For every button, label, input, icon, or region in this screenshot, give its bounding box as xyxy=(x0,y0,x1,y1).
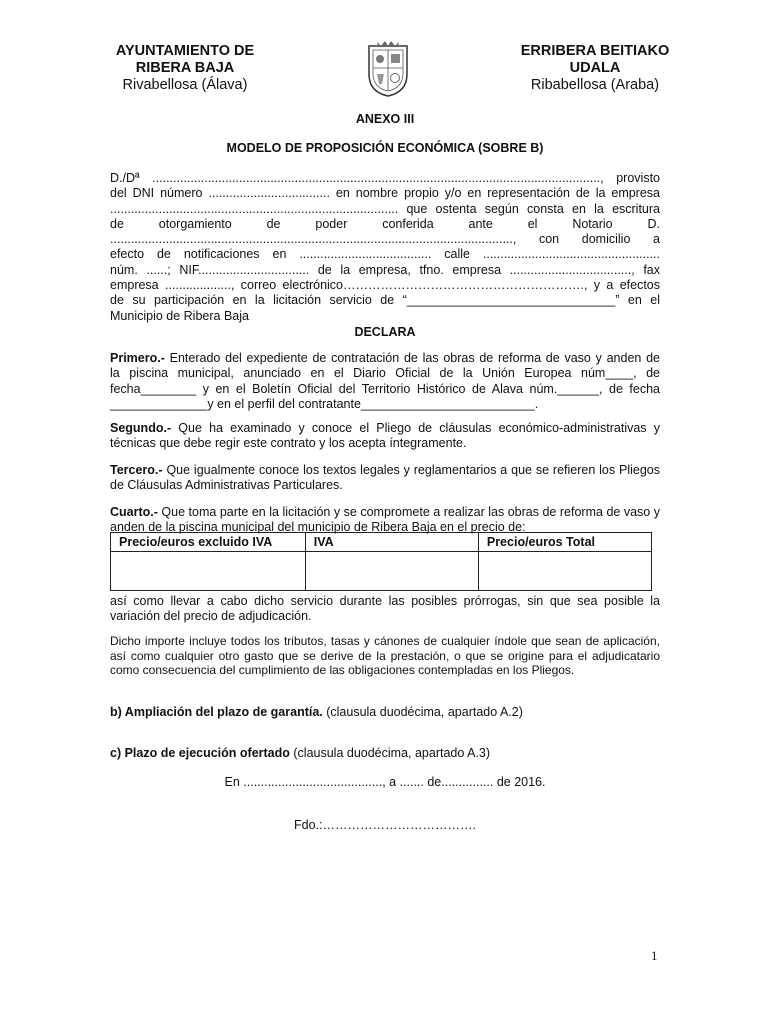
header-left xyxy=(90,43,280,94)
section-c-label: c) Plazo de ejecución ofertado xyxy=(110,746,290,760)
importe-paragraph: Dicho importe incluye todos los tributos, tasas y cánones de cualquier índole que sean de aplicación, así como cualquier otro gasto que se derive de la prestación, o que se origine para el adjudicatario como consecuencia del cumplimiento de las obligaciones contempladas en los Pliegos. xyxy=(110,634,660,678)
intro-line: efecto de notificaciones en ...................................... calle ................................................... xyxy=(110,247,660,262)
primero-line: fecha________ y en el Boletín Oficial del Territorio Histórico de Alava núm.______, de fecha xyxy=(110,381,660,396)
price-total-cell[interactable] xyxy=(478,552,651,591)
price-table-input-row xyxy=(111,552,652,591)
header-left-line2: RIBERA BAJA xyxy=(135,60,235,76)
price-table-header-row xyxy=(111,533,652,552)
intro-line: empresa ..................., correo electrónico…………………………………………………., y a efectos xyxy=(110,278,660,293)
price-total-header: Precio/euros Total xyxy=(478,533,651,552)
header-right-line1: ERRIBERA BEITIAKO xyxy=(520,43,670,59)
header-right-line3: Ribabellosa (Araba) xyxy=(530,77,660,93)
tercero-text: Que igualmente conoce los textos legales y reglamentarios a que se refieren los Pliegos de Cláusulas Administrativas Particulares. xyxy=(110,463,660,493)
tercero-paragraph xyxy=(110,463,660,494)
page-number: 1 xyxy=(651,948,658,963)
intro-paragraph xyxy=(110,171,660,324)
intro-line: del DNI número ................................... en nombre propio y/o en representación de la empresa xyxy=(110,186,660,201)
intro-line: de su participación en la licitación servicio de “______________________________” en el xyxy=(110,293,660,308)
declara-heading: DECLARA xyxy=(354,325,416,339)
coat-of-arms-icon xyxy=(365,40,411,98)
section-b-text: (clausula duodécima, apartado A.2) xyxy=(322,705,523,719)
intro-line: Municipio de Ribera Baja xyxy=(110,308,249,323)
price-table xyxy=(110,532,652,591)
section-b xyxy=(110,705,660,720)
header-left-line1: AYUNTAMIENTO DE xyxy=(115,43,255,59)
intro-line: ................................................................................... que ostenta según consta en la escritura xyxy=(110,201,660,216)
primero-label: Primero.- xyxy=(110,351,165,365)
after-table-paragraph: así como llevar a cabo dicho servicio durante las posibles prórrogas, sin que sea posible la variación del precio de adjudicación. xyxy=(110,594,660,624)
section-c xyxy=(110,746,660,761)
cuarto-label: Cuarto.- xyxy=(110,505,158,519)
segundo-label: Segundo.- xyxy=(110,421,172,435)
price-excl-vat-cell[interactable] xyxy=(111,552,306,591)
cuarto-text: Que toma parte en la licitación y se compromete a realizar las obras de reforma de vaso y anden de la piscina municipal del municipio de Ribera Baja en el precio de: xyxy=(110,505,660,535)
intro-line: de otorgamiento de poder conferida ante el Notario D. xyxy=(110,216,660,231)
intro-line: ...................................................................................................................., con domicilio a xyxy=(110,232,660,247)
date-line: En ........................................, a ....... de............... de 2016. xyxy=(224,775,546,789)
cuarto-paragraph xyxy=(110,505,660,536)
intro-line: núm. ......; NIF................................ de la empresa, tfno. empresa ..................................., fax xyxy=(110,262,660,277)
primero-line: ______________y en el perfil del contratante_________________________. xyxy=(110,396,539,411)
primero-line: Enterado del expediente de contratación de las obras de reforma de vaso y anden de xyxy=(164,351,660,365)
header-right-line2: UDALA xyxy=(569,60,621,76)
primero-paragraph xyxy=(110,351,660,412)
signature-line: Fdo.:………………………………. xyxy=(294,818,476,832)
section-c-text: (clausula duodécima, apartado A.3) xyxy=(289,746,491,760)
intro-line: D./Dª ................................................................................................................................., provisto xyxy=(110,171,660,185)
price-excl-vat-header: Precio/euros excluido IVA xyxy=(111,533,306,552)
document-title: MODELO DE PROPOSICIÓN ECONÓMICA (SOBRE B) xyxy=(226,141,544,155)
tercero-label: Tercero.- xyxy=(110,463,163,477)
segundo-text: Que ha examinado y conoce el Pliego de cláusulas económico-administrativas y técnicas que debe regir este contrato y los acepta íntegramente. xyxy=(110,421,660,451)
segundo-paragraph xyxy=(110,421,660,452)
primero-line: la piscina municipal, anunciado en el Diario Oficial de la Unión Europea núm____, de xyxy=(110,366,660,381)
header-left-line3: Rivabellosa (Álava) xyxy=(122,77,248,93)
vat-cell[interactable] xyxy=(305,552,478,591)
vat-header: IVA xyxy=(305,533,478,552)
section-b-label: b) Ampliación del plazo de garantía. xyxy=(110,705,323,719)
anexo-title: ANEXO III xyxy=(355,112,415,126)
header-right xyxy=(500,43,690,94)
